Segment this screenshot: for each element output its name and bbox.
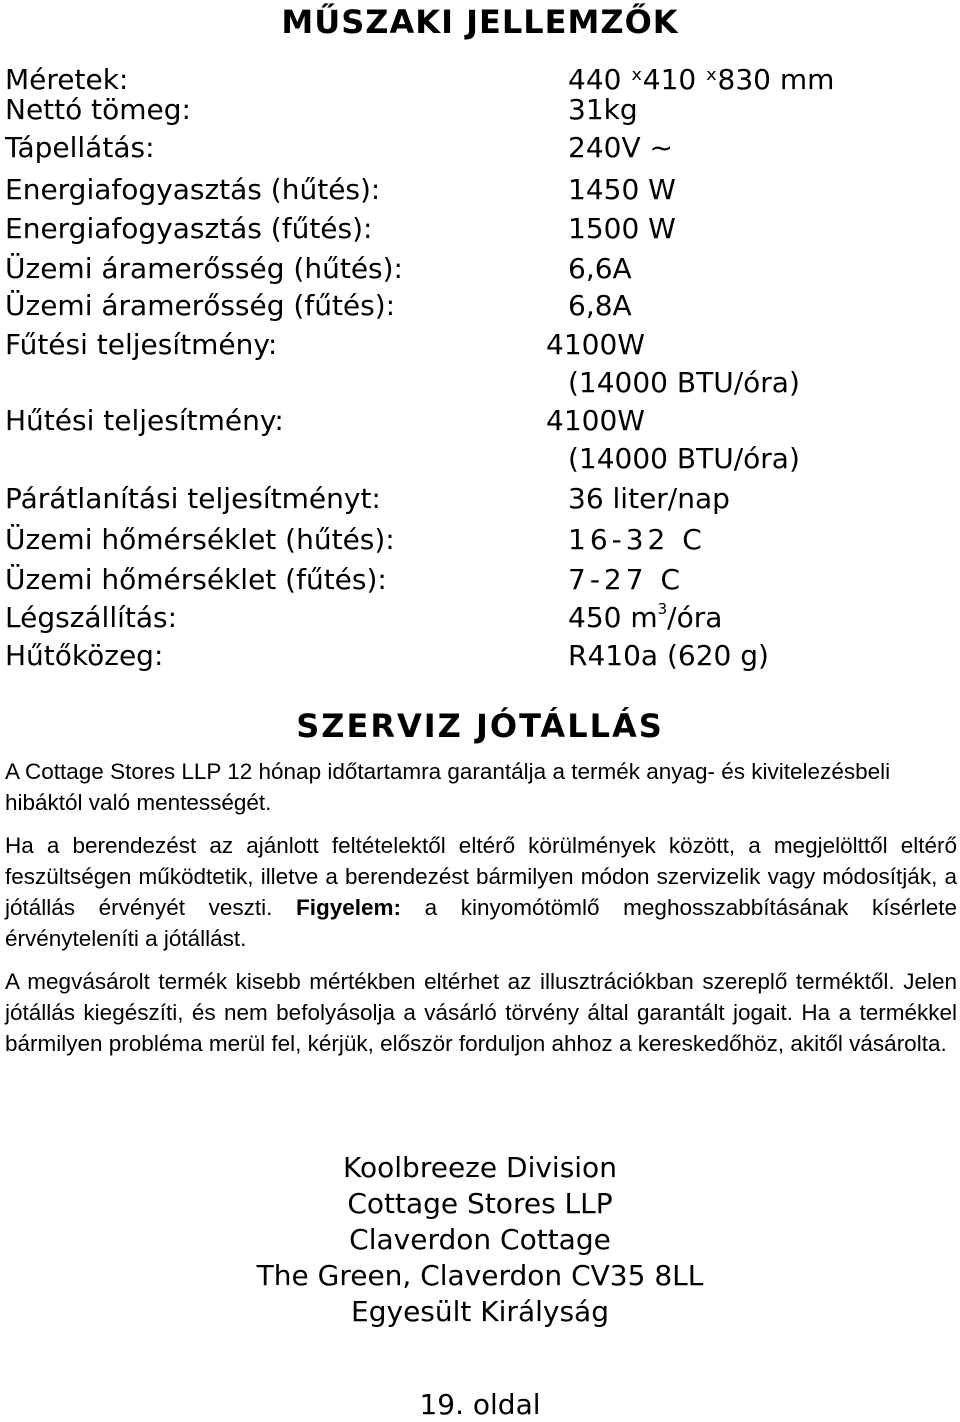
spec-value-cooling-capacity-btu: (14000 BTU/óra): [568, 442, 800, 475]
spec-value-current-cooling: 6,6A: [568, 252, 632, 285]
warranty-paragraph-2-text: Ha a berendezést az ajánlott feltételektől eltérő körülmények között, a megjelölttől eltérő feszültségen működtetik, illetve a berendezést bármilyen módon szervizelik vagy módosítják, a jótállás érvényét veszti.: [5, 833, 957, 920]
spec-label-temp-cooling: Üzemi hőmérséklet (hűtés):: [5, 523, 395, 556]
air-flow-unit: /óra: [667, 601, 723, 634]
spec-label-dimensions: Méretek:: [5, 63, 129, 96]
spec-value-power-heating: 1500 W: [568, 212, 676, 245]
spec-value-heating-capacity-btu: (14000 BTU/óra): [568, 366, 800, 399]
warranty-paragraph-2: [5, 830, 957, 954]
spec-value-heating-capacity: 4100W: [546, 328, 645, 361]
spec-label-air-flow: Légszállítás:: [5, 601, 178, 634]
spec-value-temp-heating: 7-27 C: [568, 563, 684, 596]
spec-value-power-cooling: 1450 W: [568, 173, 676, 206]
spec-value-net-weight: 31kg: [568, 93, 638, 126]
spec-label-power-cooling: Energiafogyasztás (hűtés):: [5, 173, 381, 206]
spec-label-current-cooling: Üzemi áramerősség (hűtés):: [5, 252, 403, 285]
spec-label-power-supply: Tápellátás:: [5, 131, 155, 164]
company-address: [0, 1150, 960, 1330]
address-line-3: Claverdon Cottage: [349, 1223, 611, 1256]
spec-label-refrigerant: Hűtőközeg:: [5, 639, 164, 672]
warning-label: Figyelem:: [295, 895, 401, 920]
warranty-title: SZERVIZ JÓTÁLLÁS: [296, 707, 664, 745]
spec-label-cooling-capacity: Hűtési teljesítmény:: [5, 404, 284, 437]
page-title: MŰSZAKI JELLEMZŐK: [281, 3, 679, 41]
air-flow-number: 450 m: [568, 601, 658, 634]
address-line-1: Koolbreeze Division: [343, 1151, 617, 1184]
spec-label-current-heating: Üzemi áramerősség (fűtés):: [5, 289, 396, 322]
spec-label-net-weight: Nettó tömeg:: [5, 93, 191, 126]
spec-label-dehumidifying: Párátlanítási teljesítményt:: [5, 482, 381, 515]
spec-value-dehumidifying: 36 liter/nap: [568, 482, 730, 515]
spec-value-refrigerant: R410a (620 g): [568, 639, 769, 672]
warranty-paragraph-1: A Cottage Stores LLP 12 hónap időtartamra garantálja a termék anyag- és kivitelezésbeli hibáktól való mentességét.: [5, 759, 891, 815]
warranty-paragraph-2-end: a kinyomótömlő meghosszabbításának kísérlete érvényteleníti a jótállást.: [5, 895, 957, 951]
spec-value-dimensions: 440 ˣ410 ˣ830 mm: [568, 63, 835, 96]
warranty-paragraph-3: A megvásárolt termék kisebb mértékben eltérhet az illusztrációkban szereplő terméktől. Jelen jótállás kiegészíti, és nem befolyásolja a vásárló törvény által garantált jogait. Ha a termékkel bármilyen probléma merül fel, kérjük, először forduljon ahhoz a kereskedőhöz, akitől vásárolta.: [5, 969, 957, 1056]
air-flow-superscript: 3: [657, 599, 668, 618]
page-number: 19. oldal: [419, 1388, 541, 1421]
spec-value-temp-cooling: 16-32 C: [568, 523, 706, 556]
spec-label-heating-capacity: Fűtési teljesítmény:: [5, 328, 278, 361]
spec-value-air-flow: [568, 600, 722, 636]
spec-value-current-heating: 6,8A: [568, 289, 632, 322]
spec-label-power-heating: Energiafogyasztás (fűtés):: [5, 212, 373, 245]
spec-value-power-supply: 240V ~: [568, 131, 673, 164]
address-line-4: The Green, Claverdon CV35 8LL: [256, 1259, 704, 1292]
spec-value-cooling-capacity: 4100W: [546, 404, 645, 437]
spec-label-temp-heating: Üzemi hőmérséklet (fűtés):: [5, 563, 387, 596]
address-line-2: Cottage Stores LLP: [347, 1187, 613, 1220]
address-line-5: Egyesült Királyság: [351, 1295, 609, 1328]
